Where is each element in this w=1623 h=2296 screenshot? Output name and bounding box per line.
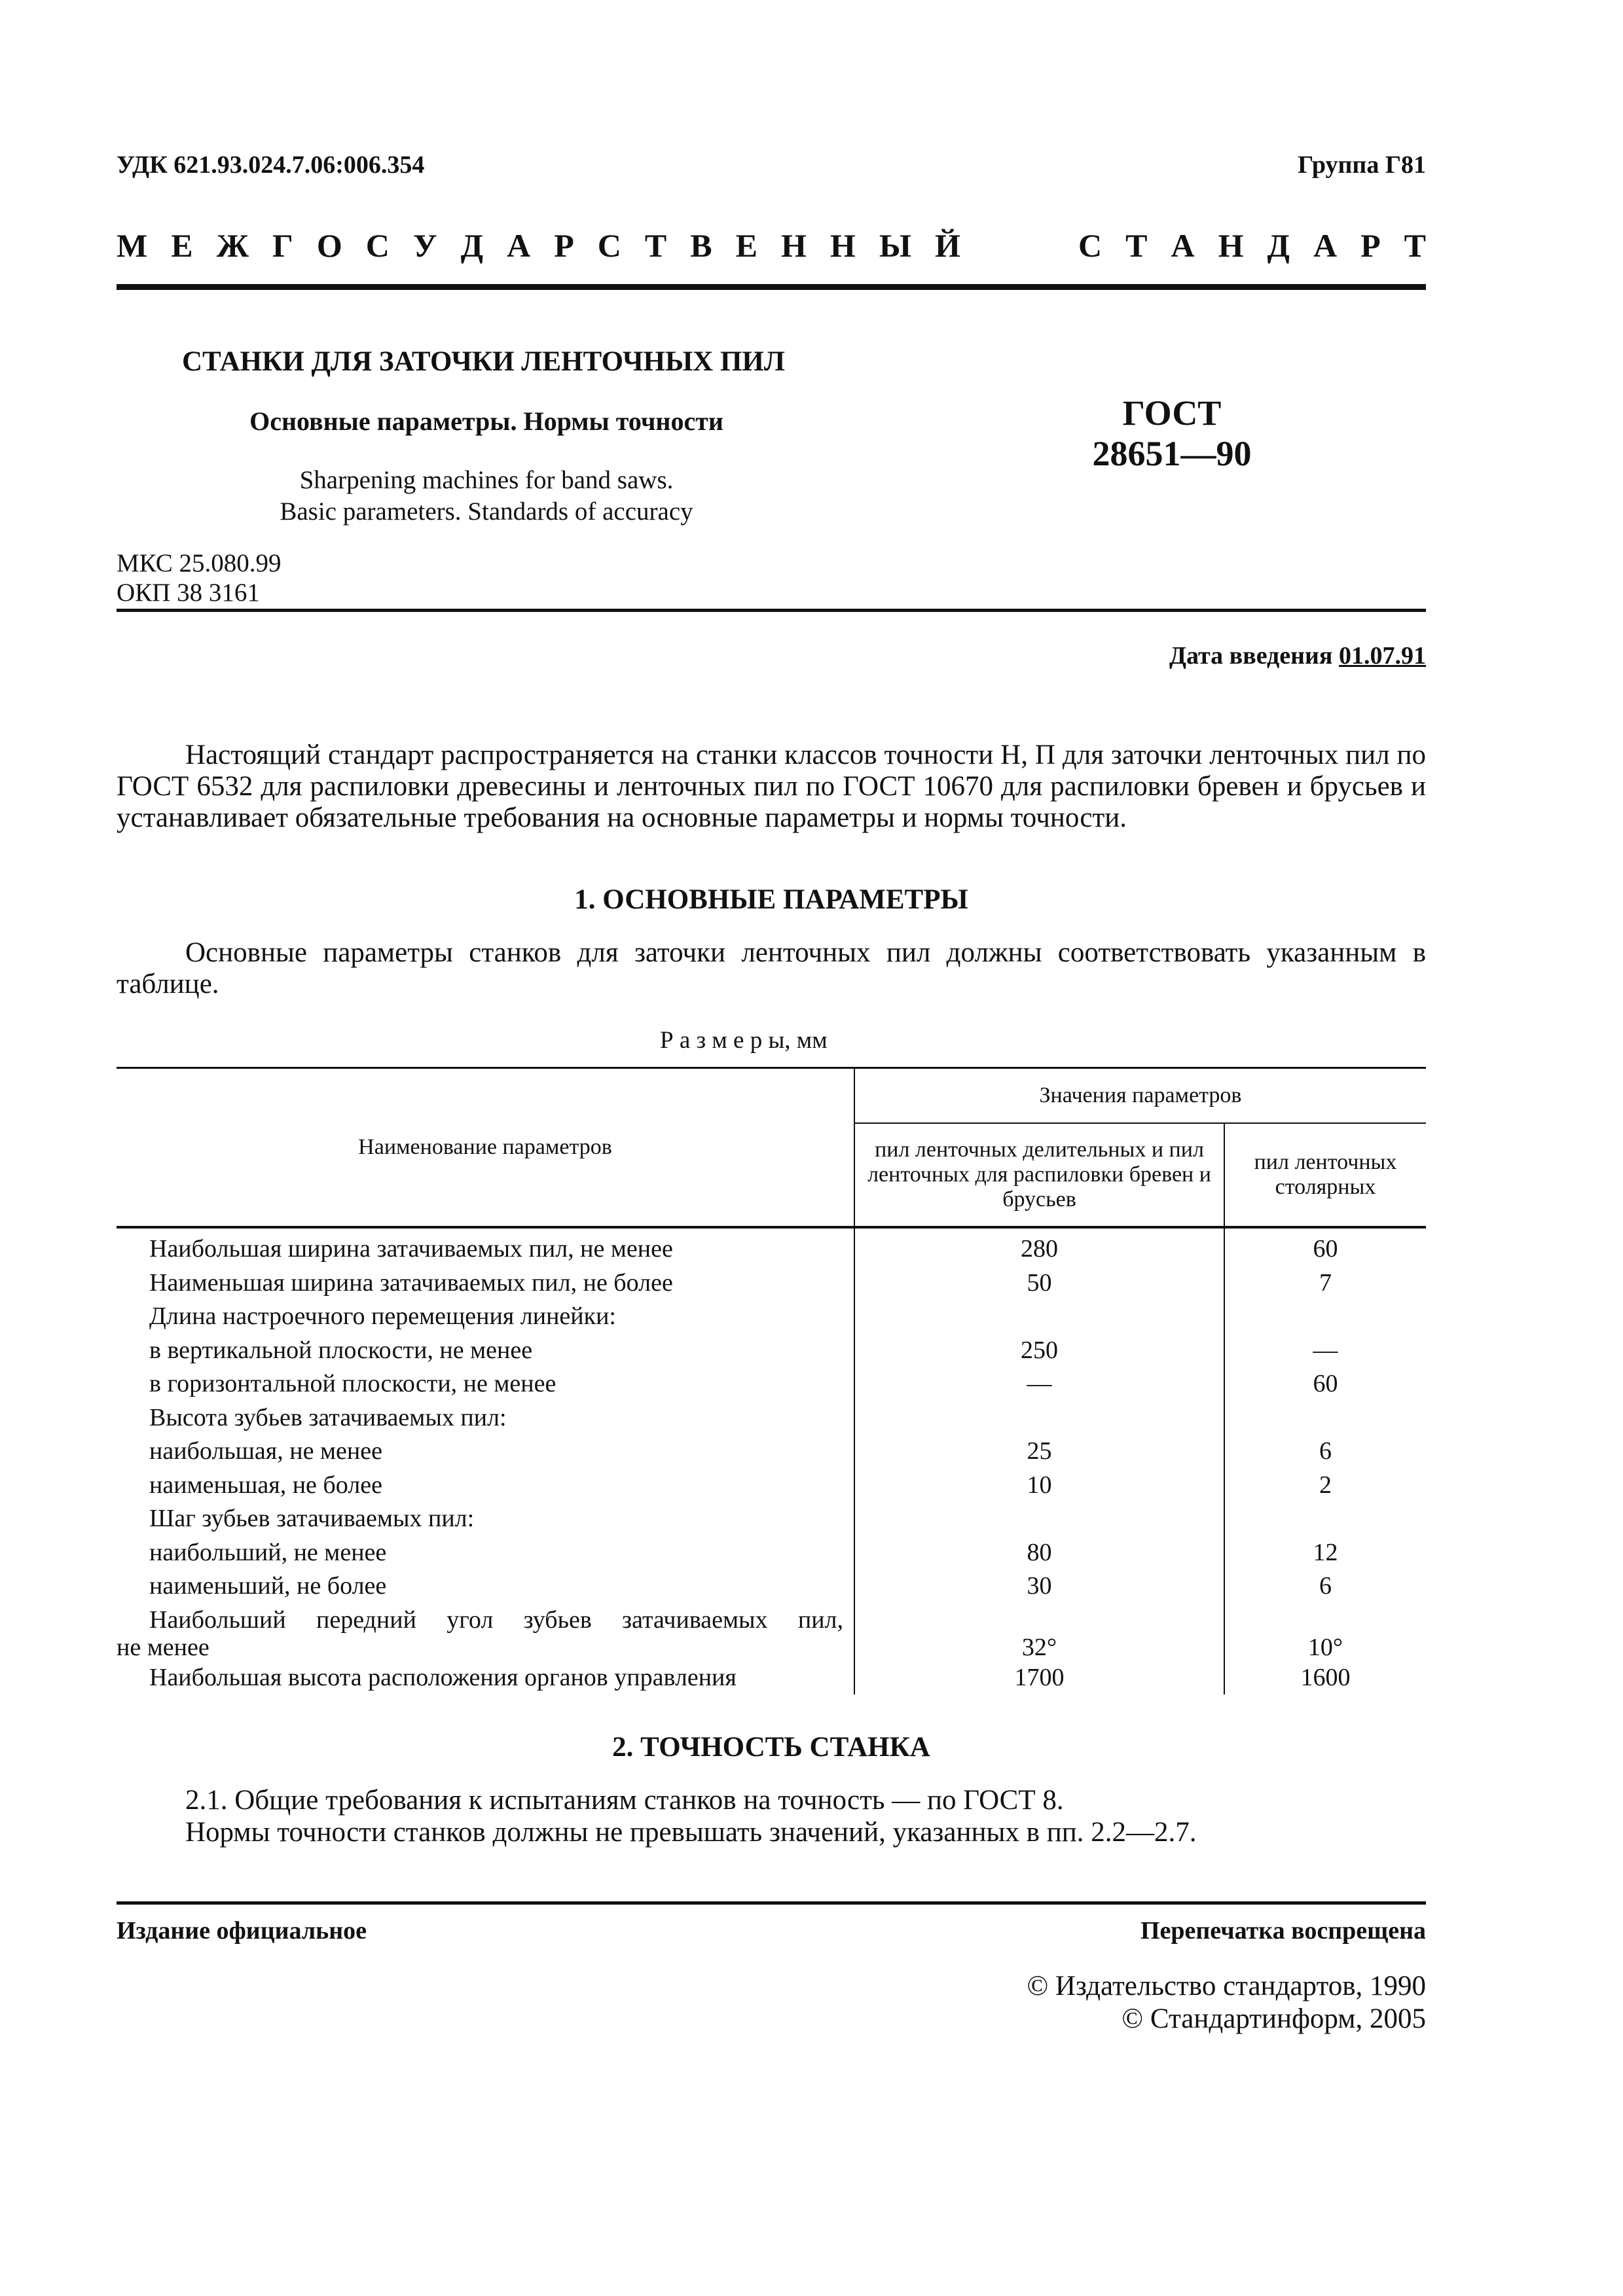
param-value-b: — — [1313, 1336, 1338, 1364]
param-value-a — [854, 1502, 1224, 1536]
param-name: в горизонтальной плоскости, не менее — [117, 1367, 854, 1401]
introduction-date-value: 01.07.91 — [1339, 642, 1426, 670]
param-value-a: 32° — [854, 1604, 1224, 1661]
param-name — [117, 1604, 854, 1661]
param-value-a — [854, 1401, 1224, 1435]
section2-paragraph2: Нормы точности станков должны не превышать значений, указанных в пп. 2.2—2.7. — [185, 1817, 1197, 1848]
param-name: наибольший, не менее — [117, 1536, 854, 1570]
param-value-a: 280 — [854, 1232, 1224, 1266]
param-value-a: 10 — [854, 1469, 1224, 1503]
copyright-line1: © Издательство стандартов, 1990 — [1027, 1971, 1426, 2001]
param-name: Высота зубьев затачиваемых пил: — [117, 1401, 854, 1435]
copyright-block — [1027, 1970, 1426, 2036]
document-title: СТАНКИ ДЛЯ ЗАТОЧКИ ЛЕНТОЧНЫХ ПИЛ — [182, 346, 785, 377]
section2-title: 2. ТОЧНОСТЬ СТАНКА — [612, 1732, 930, 1763]
param-name: в вертикальной плоскости, не менее — [117, 1334, 854, 1368]
table-row — [117, 1232, 1426, 1266]
table-header-name: Наименование параметров — [117, 1068, 854, 1228]
table-row — [117, 1502, 1426, 1536]
param-value-b: 1600 — [1300, 1663, 1351, 1691]
english-title — [117, 465, 856, 528]
table-row — [117, 1334, 1426, 1368]
table-header-col-a: пил ленточных делительных и пил ленточных для распиловки бревен и брусьев — [854, 1123, 1224, 1227]
param-name: Длина настроечного перемещения линейки: — [117, 1300, 854, 1334]
param-value-b: 6 — [1319, 1572, 1332, 1600]
english-title-line1: Sharpening machines for band saws. — [299, 466, 674, 494]
table-row — [117, 1469, 1426, 1503]
table-header-col-b: пил ленточных столярных — [1224, 1123, 1426, 1227]
param-value-a: — — [854, 1367, 1224, 1401]
interstate-standard-banner: М Е Ж Г О С У Д А Р С Т В Е Н Н Ы Й С Т А Н Д А Р Т — [117, 227, 1426, 264]
param-value-a: 250 — [854, 1334, 1224, 1368]
table-row — [117, 1401, 1426, 1435]
table-row — [117, 1300, 1426, 1334]
document-subtitle: Основные параметры. Нормы точности — [249, 406, 723, 436]
param-name: наименьший, не более — [117, 1570, 854, 1604]
param-name: наибольшая, не менее — [117, 1435, 854, 1469]
param-name: Наименьшая ширина затачиваемых пил, не более — [117, 1266, 854, 1300]
table-row — [117, 1266, 1426, 1300]
param-value-a — [854, 1300, 1224, 1334]
section2-paragraph1: 2.1. Общие требования к испытаниям станков на точность — по ГОСТ 8. — [185, 1785, 1064, 1816]
classification-codes — [117, 548, 281, 607]
footer-rule — [117, 1901, 1426, 1905]
table-units: Р а з м е р ы, мм — [660, 1027, 828, 1054]
gost-designation — [1034, 393, 1309, 474]
mks-code: МКС 25.080.99 — [117, 549, 282, 577]
okp-code: ОКП 38 3161 — [117, 579, 260, 607]
param-value-b: 7 — [1319, 1268, 1332, 1297]
param-name-line1: Наибольший передний угол зубьев затачиваемых пил, — [149, 1605, 843, 1634]
parameters-table — [117, 1067, 1426, 1695]
param-name: Наибольшая высота расположения органов управления — [117, 1661, 854, 1695]
english-title-line2: Basic parameters. Standards of accuracy — [280, 497, 693, 526]
param-value-b — [1224, 1300, 1426, 1334]
param-value-a: 50 — [854, 1266, 1224, 1300]
param-value-b: 60 — [1313, 1235, 1338, 1263]
param-name-line2: не менее — [117, 1633, 210, 1661]
param-name: наименьшая, не более — [117, 1469, 854, 1503]
table-header-values: Значения параметров — [854, 1068, 1426, 1124]
header-rule — [117, 284, 1426, 290]
param-value-a: 25 — [854, 1435, 1224, 1469]
param-value-b — [1224, 1502, 1426, 1536]
table-row — [117, 1604, 1426, 1661]
reprint-notice: Перепечатка воспрещена — [1140, 1917, 1426, 1945]
table-row — [117, 1661, 1426, 1695]
table-row — [117, 1536, 1426, 1570]
gost-label: ГОСТ — [1122, 393, 1222, 433]
section1-text: Основные параметры станков для заточки ленточных пил должны соответствовать указанным в таблице. — [117, 937, 1426, 999]
param-value-b: 6 — [1319, 1437, 1332, 1465]
intro-paragraph: Настоящий стандарт распространяется на станки классов точности Н, П для заточки ленточных пил по ГОСТ 6532 для распиловки древесины и ленточных пил по ГОСТ 10670 для распиловки бревен и брусьев и устанавливает обязательные требования на основные параметры и нормы точности. — [117, 740, 1426, 833]
table-row — [117, 1570, 1426, 1604]
udk-code: УДК 621.93.024.7.06:006.354 — [117, 151, 425, 179]
introduction-date-label: Дата введения — [1169, 642, 1333, 670]
table-row — [117, 1367, 1426, 1401]
param-value-b — [1224, 1401, 1426, 1435]
param-value-a: 30 — [854, 1570, 1224, 1604]
gost-number: 28651—90 — [1092, 434, 1252, 473]
param-value-a: 80 — [854, 1536, 1224, 1570]
section1-title: 1. ОСНОВНЫЕ ПАРАМЕТРЫ — [574, 884, 968, 915]
param-name: Шаг зубьев затачиваемых пил: — [117, 1502, 854, 1536]
param-value-b: 2 — [1319, 1471, 1332, 1499]
group-code: Группа Г81 — [1298, 151, 1426, 179]
param-value-b: 12 — [1313, 1538, 1338, 1566]
official-edition: Издание официальное — [117, 1917, 367, 1945]
table-row — [117, 1435, 1426, 1469]
title-rule — [117, 609, 1426, 612]
param-value-a: 1700 — [854, 1661, 1224, 1695]
param-name: Наибольшая ширина затачиваемых пил, не менее — [117, 1232, 854, 1266]
copyright-line2: © Стандартинформ, 2005 — [1122, 2003, 1426, 2034]
introduction-date — [1169, 641, 1426, 670]
param-value-b: 60 — [1313, 1370, 1338, 1397]
param-value-b: 10° — [1307, 1633, 1343, 1661]
